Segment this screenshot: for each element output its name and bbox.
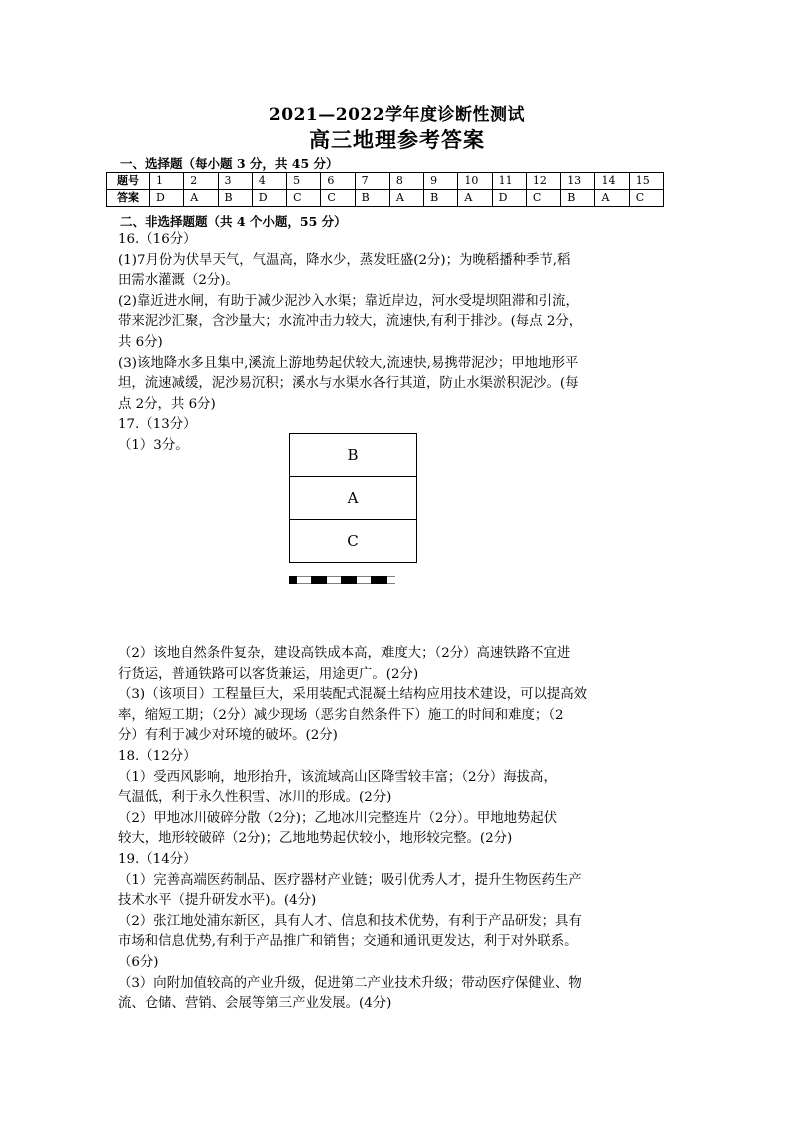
table-cell: 12: [526, 173, 560, 190]
table-cell: 13: [561, 173, 595, 190]
layer-box-top: B: [289, 433, 417, 476]
table-cell: A: [595, 190, 629, 207]
table-cell: 14: [595, 173, 629, 190]
text-line: 带来泥沙汇聚，含沙量大；水流冲击力较大，流速快,有利于排沙。(每点 2分，: [118, 314, 583, 330]
table-cell: 10: [458, 173, 492, 190]
text-line: （3）向附加值较高的产业升级，促进第二产业技术升级；带动医疗保健业、物: [118, 975, 582, 991]
text-line: 市场和信息优势,有利于产品推广和销售；交通和通讯更发达，利于对外联系。: [118, 934, 578, 950]
row-label-number: 题号: [107, 173, 150, 190]
text-line: 点 2分，共 6分): [118, 396, 216, 412]
table-cell: B: [424, 190, 458, 207]
table-cell: D: [492, 190, 526, 207]
table-cell: 7: [355, 173, 389, 190]
table-cell: B: [561, 190, 595, 207]
table-cell: 8: [389, 173, 423, 190]
text-line: （3)（该项目）工程量巨大，采用装配式混凝土结构应用技术建设，可以提高效: [118, 687, 588, 703]
text-line: 坦，流速减缓，泥沙易沉积；溪水与水渠水各行其道，防止水渠淤积泥沙。(每: [118, 376, 579, 392]
question-16-block: [118, 230, 678, 415]
table-cell: 5: [287, 173, 321, 190]
table-cell: D: [252, 190, 286, 207]
layer-box-middle: A: [289, 476, 417, 519]
text-line: 19.（14分）: [118, 851, 197, 867]
text-line: （1）完善高端医药制品、医疗器材产业链；吸引优秀人才，提升生物医药生产: [118, 872, 582, 888]
text-line: 18.（12分）: [118, 748, 197, 764]
table-cell: 2: [184, 173, 218, 190]
text-line: 技术水平（提升研发水平)。(4分): [118, 893, 317, 909]
page-title: 高三地理参考答案: [309, 127, 485, 152]
table-cell: A: [184, 190, 218, 207]
text-line: 流、仓储、营销、会展等第三产业发展。(4分): [118, 996, 392, 1012]
section-one-heading: 一、选择题（每小题 3 分，共 45 分）: [120, 156, 339, 171]
table-cell: C: [287, 190, 321, 207]
text-line: (1)7月份为伏旱天气，气温高，降水少，蒸发旺盛(2分)；为晚稻播种季节,稻: [118, 252, 571, 268]
layer-box-bottom: C: [289, 519, 417, 563]
table-cell: B: [218, 190, 252, 207]
text-line: 率，缩短工期；（2分）减少现场（恶劣自然条件下）施工的时间和难度；（2: [118, 707, 564, 723]
text-line: 16.（16分）: [118, 232, 197, 247]
table-cell: 3: [218, 173, 252, 190]
text-line: 较大，地形较破碎（2分)；乙地地势起伏较小，地形较完整。(2分): [118, 831, 513, 847]
table-cell: 4: [252, 173, 286, 190]
exam-title: 2021—2022学年度诊断性测试: [268, 105, 526, 125]
table-cell: B: [355, 190, 389, 207]
text-line: 分）有利于减少对环境的破坏。(2分): [118, 728, 338, 744]
table-cell: C: [321, 190, 355, 207]
scale-bar: [289, 576, 411, 584]
text-line: （1）受西风影响，地形抬升，该流域高山区降雪较丰富；（2分）海拔高，: [118, 769, 557, 785]
text-line: （2）该地自然条件复杂，建设高铁成本高，难度大；（2分）高速铁路不宜进: [118, 646, 571, 661]
stacked-layer-diagram: [289, 433, 417, 563]
table-cell: D: [150, 190, 184, 207]
table-cell: 9: [424, 173, 458, 190]
table-cell: 1: [150, 173, 184, 190]
table-cell: 11: [492, 173, 526, 190]
answer-row: [107, 190, 664, 207]
text-line: 田需水灌溉（2分)。: [118, 273, 239, 289]
text-line: （2）甲地冰川破碎分散（2分)；乙地冰川完整连片（2分）。甲地地势起伏: [118, 810, 558, 826]
questions-17-to-19-block: [118, 644, 678, 1015]
text-line: (2)靠近进水闸，有助于减少泥沙入水渠；靠近岸边，河水受堤坝阻滞和引流，: [118, 293, 579, 309]
text-line: （1）3分。: [118, 437, 189, 453]
table-cell: 6: [321, 173, 355, 190]
text-line: 气温低，利于永久性积雪、冰川的形成。(2分): [118, 790, 392, 806]
table-cell: C: [526, 190, 560, 207]
question-number-row: [107, 173, 664, 190]
text-line: 共 6分): [118, 334, 163, 350]
table-cell: C: [629, 190, 663, 207]
row-label-answer: 答案: [107, 190, 150, 207]
table-cell: 15: [629, 173, 663, 190]
answer-table: [106, 172, 664, 207]
text-line: （2）张江地处浦东新区，具有人才、信息和技术优势，有利于产品研发；具有: [118, 913, 582, 929]
table-cell: A: [458, 190, 492, 207]
section-two-heading: 二、非选择题题（共 4 个小题，55 分）: [120, 214, 347, 229]
text-line: (3)该地降水多且集中,溪流上游地势起伏较大,流速快,易携带泥沙；甲地地形平: [118, 355, 579, 371]
text-line: 17.（13分）: [118, 417, 197, 432]
text-line: 行货运，普通铁路可以客货兼运，用途更广。(2分): [118, 666, 419, 682]
table-cell: A: [389, 190, 423, 207]
text-line: （6分): [118, 954, 159, 970]
